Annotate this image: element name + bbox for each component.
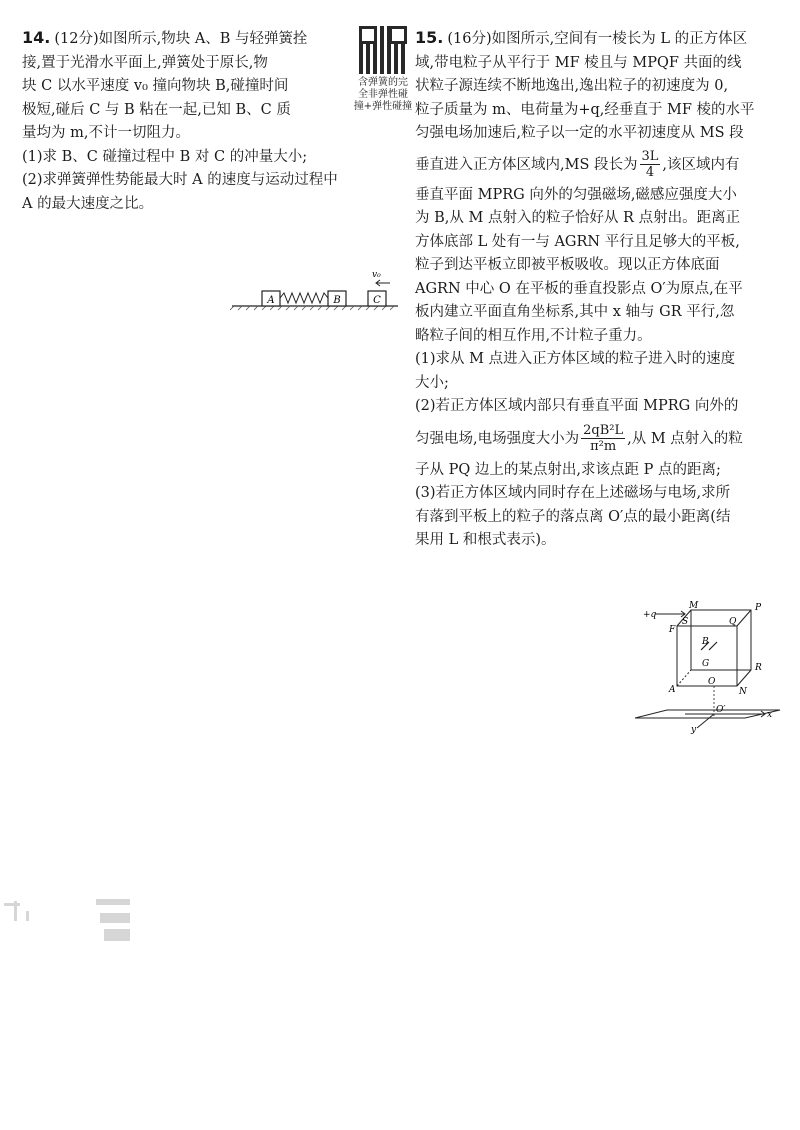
- q14-line-2: 接,置于光滑水平面上,弹簧处于原长,物: [22, 54, 268, 71]
- q14-number: 14.: [22, 28, 51, 47]
- qr-caption-line-2: 全非弹性碰: [358, 89, 408, 100]
- q15-line-9: 方体底部 L 处有一与 AGRN 平行且足够大的平板,: [415, 233, 740, 250]
- q15-sub-2c: 子从 PQ 边上的某点射出,求该点距 P 点的距离;: [415, 461, 721, 478]
- question-15: [415, 26, 785, 553]
- e-denominator: π²m: [590, 439, 617, 454]
- q15-number: 15.: [415, 28, 444, 47]
- q15-sub-1b: 大小;: [415, 374, 449, 391]
- q15-line-8: 为 B,从 M 点射入的粒子恰好从 R 点射出。距离正: [415, 210, 741, 226]
- block-c-label: C: [373, 295, 381, 306]
- e-text-pre: 匀强电场,电场强度大小为: [415, 430, 580, 447]
- q14-line-3: 块 C 以水平速度 v₀ 撞向物块 B,碰撞时间: [22, 78, 289, 94]
- label-m: M: [689, 601, 699, 611]
- e-text-post: ,从 M 点射入的粒: [627, 430, 743, 447]
- q15-line-4: 粒子质量为 m、电荷量为+q,经垂直于 MF 棱的水平: [415, 101, 755, 118]
- q14-sub-1: (1)求 B、C 碰撞过程中 B 对 C 的冲量大小;: [22, 148, 308, 165]
- q15-sub-3a: (3)若正方体区域内同时存在上述磁场与电场,求所: [415, 485, 731, 501]
- e-numerator: 2qB²L: [583, 423, 624, 438]
- label-a: A: [669, 685, 676, 695]
- e-fraction: [581, 423, 625, 454]
- label-charge: +q: [643, 610, 657, 620]
- q15-ms-line: [415, 146, 785, 184]
- label-p: P: [755, 603, 762, 613]
- q14-text-1: (12分)如图所示,物块 A、B 与轻弹簧拴: [54, 31, 308, 47]
- qr-code[interactable]: [352, 26, 414, 113]
- q15-e-line: [415, 419, 785, 459]
- block-b-label: B: [333, 295, 341, 306]
- label-g: G: [702, 659, 710, 669]
- label-b: B: [702, 637, 709, 647]
- q15-sub-3b: 有落到平板上的粒子的落点离 O′点的最小距离(结: [415, 508, 731, 525]
- label-s: S: [682, 617, 689, 627]
- ms-denominator: 4: [645, 165, 655, 180]
- label-y: y: [691, 725, 697, 735]
- y-axis: [697, 714, 714, 728]
- ms-numerator: 3L: [641, 149, 659, 164]
- q15-line-1: [415, 26, 785, 52]
- q15-line-7: 垂直平面 MPRG 向外的匀强磁场,磁感应强度大小: [415, 186, 737, 203]
- qr-caption-line-1: 含弹簧的完: [358, 77, 408, 88]
- q15-line-2: 域,带电粒子从平行于 MF 棱且与 MPQF 共面的线: [415, 54, 742, 71]
- label-o: O: [708, 677, 716, 687]
- q15-sub-3c: 果用 L 和根式表示)。: [415, 532, 556, 548]
- ms-text-pre: 垂直进入正方体区域内,MS 段长为: [415, 156, 638, 173]
- q15-line-11: AGRN 中心 O 在平板的垂直投影点 O′为原点,在平: [415, 280, 743, 297]
- q14-sub-2b: A 的最大速度之比。: [22, 195, 154, 212]
- q14-figure: [230, 266, 430, 316]
- q15-sub-1a: (1)求从 M 点进入正方体区域的粒子进入时的速度: [415, 351, 736, 367]
- q15-line-10: 粒子到达平板立即被平板吸收。现以正方体底面: [415, 257, 720, 273]
- qr-code-image: [359, 26, 407, 74]
- ms-text-post: ,该区域内有: [662, 156, 740, 173]
- q15-line-3: 状粒子源连续不断地逸出,逸出粒子的初速度为 0,: [415, 78, 729, 94]
- qr-caption: [352, 77, 414, 113]
- cube-front-face: [677, 626, 737, 686]
- label-n: N: [739, 687, 747, 697]
- q14-sub-2a: (2)求弹簧弹性势能最大时 A 的速度与运动过程中: [22, 172, 338, 188]
- scan-smudge: [0, 895, 160, 945]
- label-q: Q: [729, 617, 737, 627]
- q14-line-5: 量均为 m,不计一切阻力。: [22, 125, 190, 141]
- q15-text-1: (16分)如图所示,空间有一棱长为 L 的正方体区: [447, 31, 748, 47]
- cube-back-face: [691, 610, 751, 670]
- q15-line-13: 略粒子间的相互作用,不计粒子重力。: [415, 327, 652, 344]
- block-a-label: A: [267, 295, 275, 306]
- q14-line-1: [22, 26, 394, 52]
- q15-figure: [605, 600, 785, 740]
- velocity-label: v₀: [372, 270, 381, 280]
- label-x: x: [767, 710, 773, 720]
- qr-caption-line-3: 撞+弹性碰撞: [353, 101, 413, 112]
- q15-line-5: 匀强电场加速后,粒子以一定的水平初速度从 MS 段: [415, 125, 744, 141]
- label-o-prime: O′: [716, 705, 726, 715]
- ms-fraction: [640, 149, 661, 180]
- label-f: F: [669, 625, 676, 635]
- label-r: R: [755, 663, 762, 673]
- q15-sub-2a: (2)若正方体区域内部只有垂直平面 MPRG 向外的: [415, 398, 739, 414]
- spring: [280, 293, 328, 303]
- q15-line-12: 板内建立平面直角坐标系,其中 x 轴与 GR 平行,忽: [415, 304, 735, 320]
- question-14: [22, 26, 413, 306]
- q14-line-4: 极短,碰后 C 与 B 粘在一起,已知 B、C 质: [22, 101, 291, 118]
- b-field-arrow-2: [709, 642, 717, 650]
